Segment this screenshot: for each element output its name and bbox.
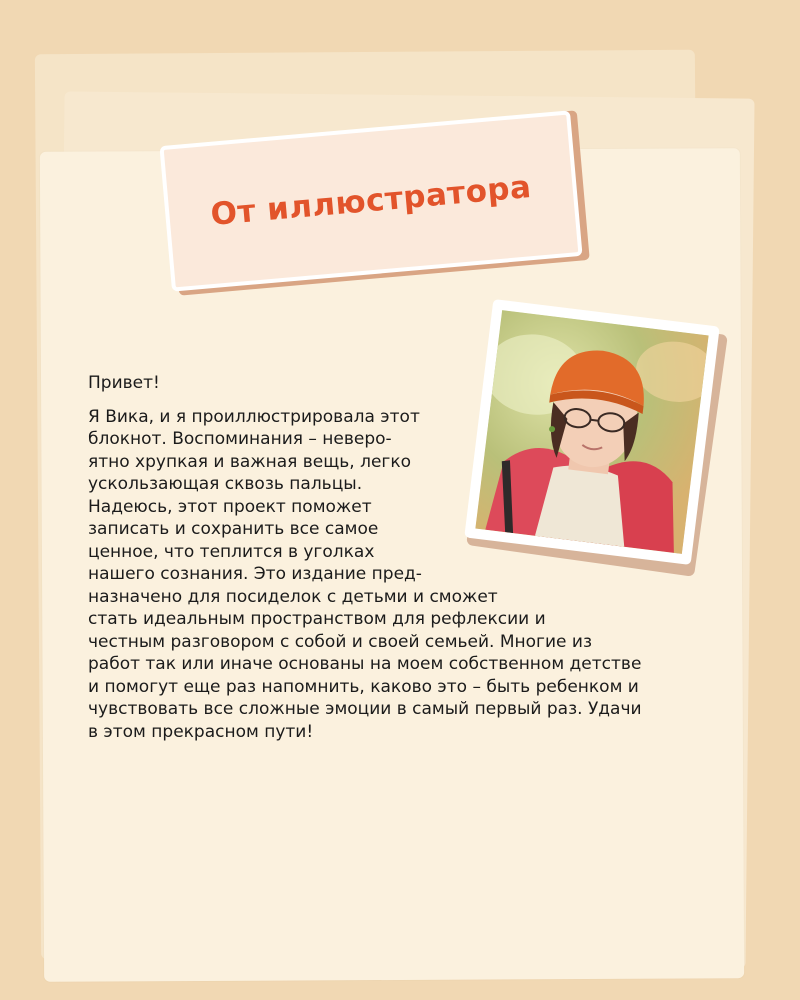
message-line: ускользающая сквозь пальцы.	[88, 474, 363, 494]
message-line: работ так или иначе основаны на моем собственном детстве	[88, 654, 642, 674]
message-line: блокнот. Воспоминания – неверо-	[88, 429, 392, 449]
message-line: честным разговором с собой и своей семьей. Многие из	[88, 631, 592, 652]
message-line: стать идеальным пространством для рефлексии и	[88, 609, 546, 629]
message-line: ценное, что теплится в уголках	[88, 541, 375, 562]
message-line: нашего сознания. Это издание пред-	[88, 564, 422, 584]
message-body	[88, 406, 728, 744]
message-line: записать и сохранить все самое	[88, 519, 379, 539]
message-line: назначено для посиделок с детьми и сможет	[88, 586, 498, 607]
message-line: Надеюсь, этот проект поможет	[88, 496, 372, 517]
message-line: ятно хрупкая и важная вещь, легко	[88, 451, 411, 472]
message-line: и помогут еще раз напомнить, каково это – быть ребенком и	[88, 676, 639, 697]
greeting-text: Привет!	[88, 373, 160, 393]
illustrator-message	[88, 372, 728, 743]
message-line: чувствовать все сложные эмоции в самый первый раз. Удачи	[88, 699, 642, 719]
page-title: От иллюстратора	[209, 169, 533, 233]
message-line: в этом прекрасном пути!	[88, 721, 314, 742]
message-line: Я Вика, и я проиллюстрировала этот	[88, 406, 420, 427]
